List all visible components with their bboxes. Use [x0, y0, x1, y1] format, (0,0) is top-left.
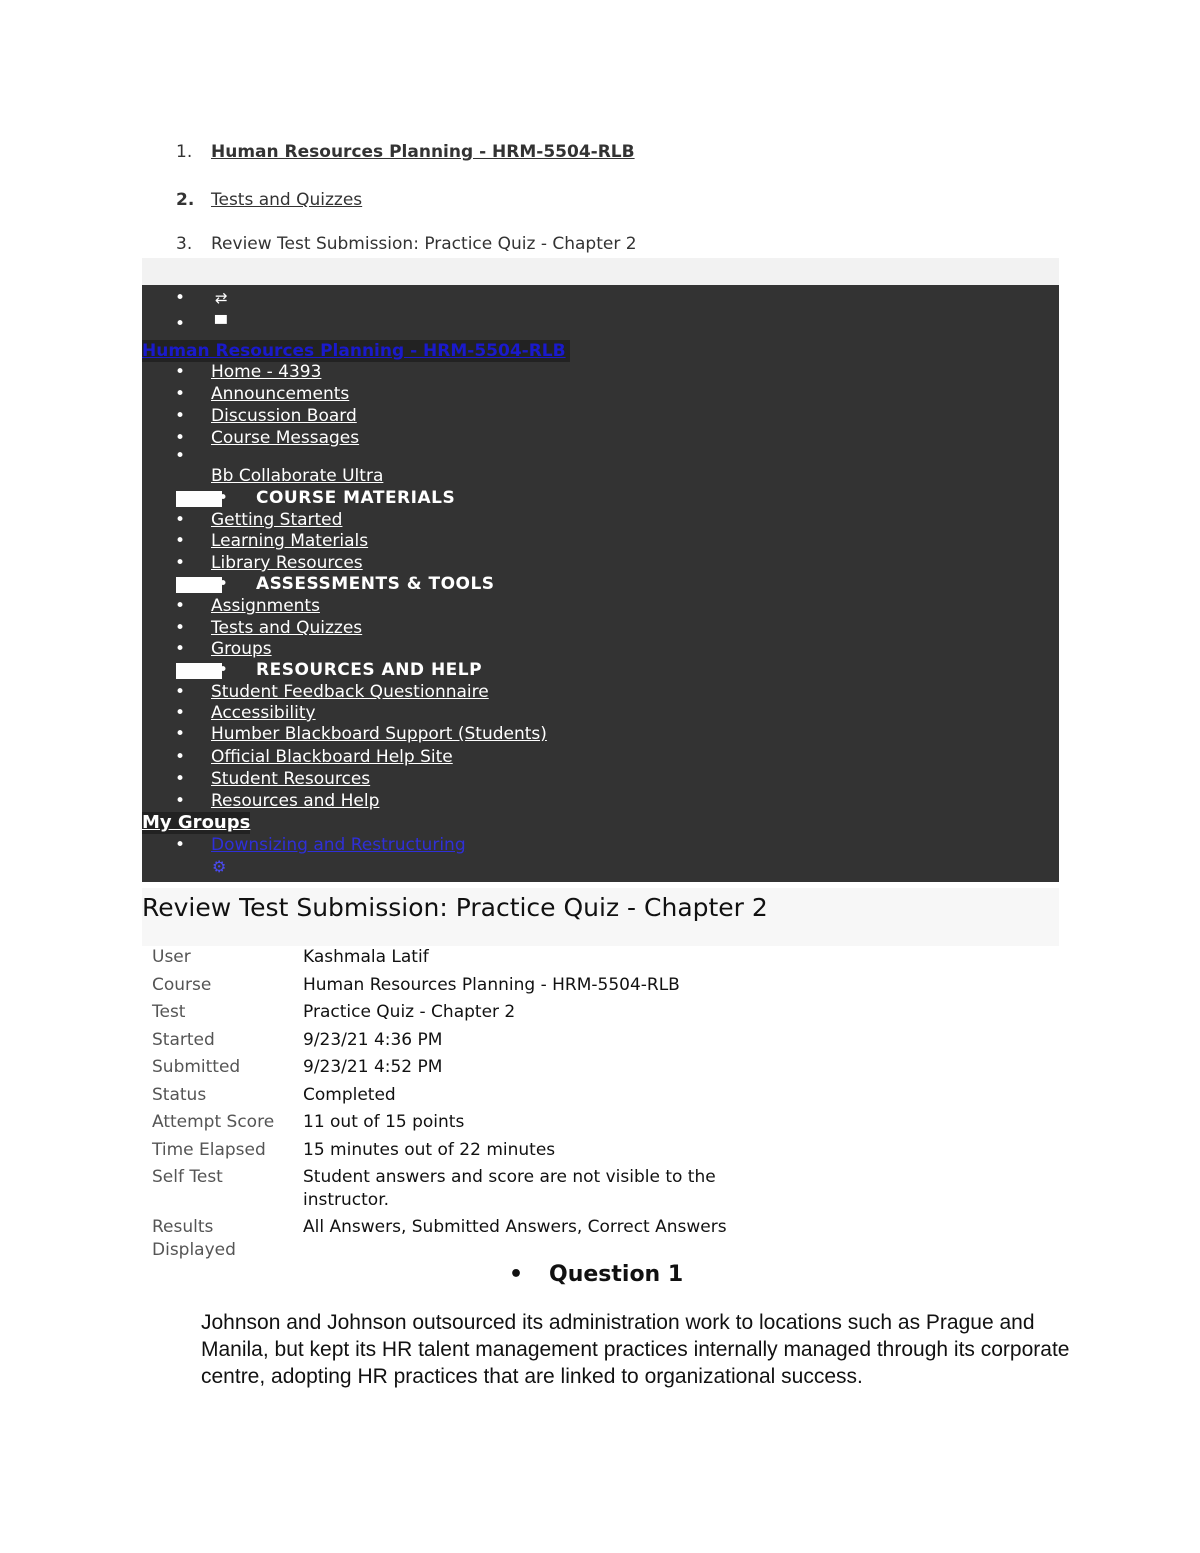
- bullet: •: [175, 428, 186, 448]
- question-title: Question 1: [549, 1262, 684, 1287]
- bullet: •: [175, 553, 186, 573]
- menu-link[interactable]: Learning Materials: [211, 531, 369, 551]
- section-heading: COURSE MATERIALS: [256, 488, 456, 508]
- detail-label: Submitted: [152, 1057, 241, 1077]
- section-marker: [176, 491, 222, 507]
- detail-label: Attempt Score: [152, 1112, 275, 1132]
- detail-label: Results Displayed: [152, 1217, 236, 1260]
- menu-link[interactable]: Groups: [211, 639, 272, 659]
- bullet: •: [175, 682, 186, 702]
- breadcrumb-number: 2.: [176, 190, 195, 210]
- detail-value: 9/23/21 4:36 PM: [303, 1030, 443, 1050]
- menu-link[interactable]: Humber Blackboard Support (Students): [211, 724, 547, 744]
- menu-link[interactable]: Tests and Quizzes: [211, 618, 363, 638]
- refresh-icon[interactable]: ⇄: [215, 289, 228, 307]
- bullet: •: [175, 596, 186, 616]
- detail-label: Started: [152, 1030, 215, 1050]
- bullet: •: [218, 574, 229, 594]
- bullet: •: [175, 446, 186, 466]
- top-bar: [142, 258, 1059, 285]
- detail-value: Student answers and score are not visible to the instructor.: [303, 1167, 716, 1210]
- bullet: •: [175, 618, 186, 638]
- detail-value: Completed: [303, 1085, 396, 1105]
- bullet: •: [175, 791, 186, 811]
- menu-link[interactable]: Student Feedback Questionnaire: [211, 682, 489, 702]
- detail-value: Human Resources Planning - HRM-5504-RLB: [303, 975, 680, 995]
- section-marker: [176, 577, 222, 593]
- bullet: •: [175, 406, 186, 426]
- detail-value: 15 minutes out of 22 minutes: [303, 1140, 556, 1160]
- section-marker: [176, 663, 222, 679]
- bullet: •: [175, 362, 186, 382]
- menu-link[interactable]: Course Messages: [211, 428, 360, 448]
- menu-link[interactable]: Student Resources: [211, 769, 371, 789]
- section-heading: RESOURCES AND HELP: [256, 660, 483, 680]
- settings-icon[interactable]: ⚙: [212, 857, 227, 876]
- window-icon[interactable]: ▀: [215, 315, 227, 333]
- bullet: •: [509, 1262, 524, 1287]
- menu-link[interactable]: Accessibility: [211, 703, 316, 723]
- detail-label: Status: [152, 1085, 207, 1105]
- bullet: •: [175, 510, 186, 530]
- page-title: Review Test Submission: Practice Quiz - Chapter 2: [142, 893, 768, 922]
- bullet: •: [218, 488, 229, 508]
- breadcrumb-link-course[interactable]: Human Resources Planning - HRM-5504-RLB: [211, 142, 635, 162]
- menu-link[interactable]: Bb Collaborate Ultra: [211, 466, 384, 486]
- detail-label: Self Test: [152, 1167, 223, 1187]
- bullet: •: [175, 724, 186, 744]
- bullet: •: [175, 639, 186, 659]
- bullet: •: [175, 314, 186, 334]
- menu-link[interactable]: Official Blackboard Help Site: [211, 747, 453, 767]
- menu-link[interactable]: Resources and Help: [211, 791, 380, 811]
- bullet: •: [175, 384, 186, 404]
- detail-label: Course: [152, 975, 212, 995]
- menu-link[interactable]: Assignments: [211, 596, 320, 616]
- detail-value: Kashmala Latif: [303, 947, 429, 967]
- group-link[interactable]: Downsizing and Restructuring: [211, 835, 466, 855]
- bullet: •: [175, 747, 186, 767]
- detail-value: All Answers, Submitted Answers, Correct Answers: [303, 1217, 727, 1237]
- bullet: •: [175, 531, 186, 551]
- my-groups-heading[interactable]: My Groups: [142, 812, 251, 833]
- bullet: •: [175, 288, 186, 308]
- breadcrumb-number: 1.: [176, 142, 193, 162]
- menu-course-title[interactable]: Human Resources Planning - HRM-5504-RLB: [142, 340, 570, 362]
- bullet: •: [175, 769, 186, 789]
- bullet: •: [218, 660, 229, 680]
- detail-value: 11 out of 15 points: [303, 1112, 465, 1132]
- detail-value: 9/23/21 4:52 PM: [303, 1057, 443, 1077]
- menu-link[interactable]: Getting Started: [211, 510, 343, 530]
- course-menu: [142, 285, 1059, 882]
- page-header: [142, 888, 1059, 946]
- menu-link[interactable]: Announcements: [211, 384, 350, 404]
- breadcrumb-number: 3.: [176, 234, 193, 254]
- breadcrumb-current: Review Test Submission: Practice Quiz - Chapter 2: [211, 234, 637, 254]
- menu-link[interactable]: Library Resources: [211, 553, 363, 573]
- menu-link[interactable]: Home - 4393: [211, 362, 322, 382]
- bullet: •: [175, 703, 186, 723]
- detail-label: User: [152, 947, 191, 967]
- detail-value: Practice Quiz - Chapter 2: [303, 1002, 516, 1022]
- bullet: •: [175, 835, 186, 855]
- detail-label: Test: [152, 1002, 186, 1022]
- section-heading: ASSESSMENTS & TOOLS: [256, 574, 495, 594]
- question-text: Johnson and Johnson outsourced its administration work to locations such as Prague and Manila, but kept its HR talent management practices internally managed through its corporate centre, adopting HR practices that are linked to organizational success.: [201, 1311, 1070, 1388]
- menu-link[interactable]: Discussion Board: [211, 406, 357, 426]
- detail-label: Time Elapsed: [152, 1140, 266, 1160]
- breadcrumb-link-tests[interactable]: Tests and Quizzes: [211, 190, 363, 210]
